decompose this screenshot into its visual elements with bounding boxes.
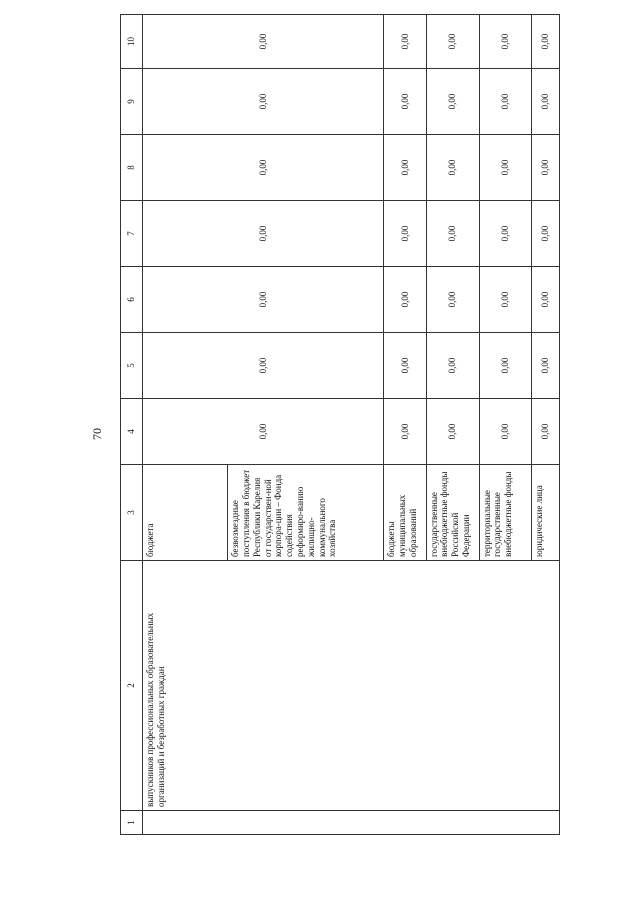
column-header: 8	[121, 135, 143, 201]
value-cell: 0,00	[384, 15, 426, 69]
value-cell: 0,00	[384, 267, 426, 333]
source-cell: бюджеты муниципальных образований	[384, 465, 426, 561]
value-cell: 0,00	[479, 69, 532, 135]
value-cell: 0,00	[143, 69, 384, 135]
value-cell: 0,00	[532, 333, 560, 399]
source-cell: юридические лица	[532, 465, 560, 561]
value-cell: 0,00	[532, 69, 560, 135]
column-number-row	[121, 15, 143, 835]
source-label: безвозмездные поступления в бюджет Республики Карелия от государствен-ной корпора-ции – Фонда содействия реформиро-ванию жилищно-коммунального хозяйства	[230, 469, 338, 557]
column-header: 2	[121, 561, 143, 811]
value-cell: 0,00	[532, 399, 560, 465]
value-cell: 0,00	[479, 333, 532, 399]
column-header: 9	[121, 69, 143, 135]
value-cell: 0,00	[384, 201, 426, 267]
value-cell: 0,00	[479, 399, 532, 465]
value-cell: 0,00	[143, 15, 384, 69]
column-header: 3	[121, 465, 143, 561]
value-cell: 0,00	[532, 267, 560, 333]
value-cell: 0,00	[532, 135, 560, 201]
value-cell: 0,00	[143, 333, 384, 399]
value-cell: 0,00	[479, 201, 532, 267]
value-cell: 0,00	[426, 69, 479, 135]
value-cell: 0,00	[143, 135, 384, 201]
column-header: 6	[121, 267, 143, 333]
value-cell: 0,00	[479, 267, 532, 333]
category-cell: выпускников профессиональных образовательных организаций и безработных граждан	[143, 561, 560, 811]
value-cell: 0,00	[426, 15, 479, 69]
value-cell: 0,00	[426, 201, 479, 267]
value-cell: 0,00	[384, 135, 426, 201]
source-cell	[143, 465, 384, 561]
value-cell: 0,00	[426, 135, 479, 201]
value-cell: 0,00	[532, 201, 560, 267]
value-cell: 0,00	[426, 399, 479, 465]
column-header: 10	[121, 15, 143, 69]
source-cell: территориальные государственные внебюджетные фонды	[479, 465, 532, 561]
column-header: 1	[121, 811, 143, 835]
value-cell: 0,00	[426, 333, 479, 399]
column-header: 5	[121, 333, 143, 399]
value-cell: 0,00	[479, 135, 532, 201]
page-number: 70	[90, 428, 104, 440]
value-cell: 0,00	[384, 69, 426, 135]
row-number-cell	[143, 811, 560, 835]
rotated-table-container	[120, 15, 560, 835]
column-header: 7	[121, 201, 143, 267]
source-cell: государственные внебюджетные фонды Российской Федерации	[426, 465, 479, 561]
budget-table	[120, 14, 560, 835]
value-cell: 0,00	[426, 267, 479, 333]
value-cell: 0,00	[143, 201, 384, 267]
value-cell: 0,00	[384, 333, 426, 399]
column-header: 4	[121, 399, 143, 465]
value-cell: 0,00	[143, 267, 384, 333]
value-cell: 0,00	[479, 15, 532, 69]
value-cell: 0,00	[532, 15, 560, 69]
source-label: бюджета	[143, 465, 228, 560]
value-cell: 0,00	[143, 399, 384, 465]
table-row	[143, 15, 384, 835]
value-cell: 0,00	[384, 399, 426, 465]
